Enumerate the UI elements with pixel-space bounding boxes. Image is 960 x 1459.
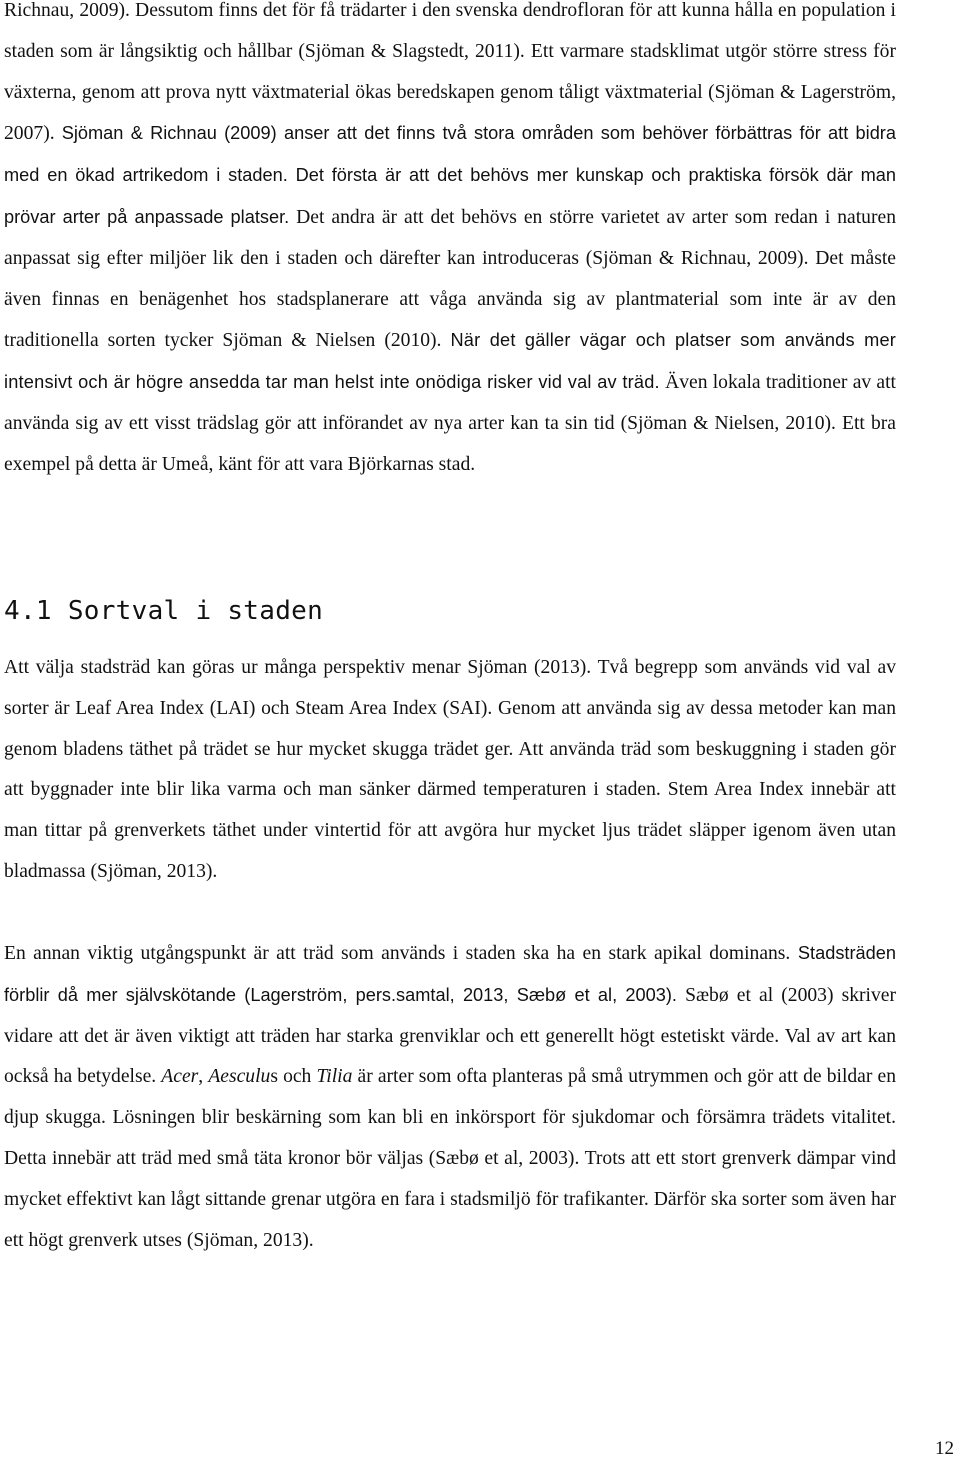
text-run: Trots att ett stort grenverk dämpar vind mycket effektivt kan lågt sittande grenar utgöra en fara i stadsmiljö för trafikanter. Därför ska sorter som även har ett högt grenverk utses (Sjöman, 2013). <box>4 1147 896 1251</box>
text-run: Stadsträden förblir då mer självskötande (Lagerström, pers.samtal, 2013, Sæbø et al, 2003). <box>4 943 896 1005</box>
text-run: Det andra är att det behövs en större varietet av arter som redan i naturen anpassat sig efter miljöer lik den i staden och därefter kan introduceras (Sjöman & Richnau, 2009). Det måste även finnas en benägenhet hos stadsplanerare att våga använda sig av plantmaterial som inte är av den traditionella sorten tycker Sjöman & Nielsen (2010). <box>4 206 896 352</box>
paragraph-continuation <box>4 0 896 486</box>
text-run: En annan viktig utgångspunkt är att träd som används i staden ska ha en stark apikal dominans. <box>4 943 791 964</box>
text-run: Även lokala traditioner av att använda sig av ett visst trädslag gör att införandet av nya arter kan ta sin tid (Sjöman & Nielsen, 2010). Ett bra exempel på detta är Umeå, känt för att vara Björkarnas stad. <box>4 372 897 475</box>
species-tilia: Tilia <box>316 1066 353 1088</box>
species-acer: Acer <box>161 1066 199 1088</box>
text-run: är arter som ofta planteras på små utrymmen och gör att de bildar en djup skugga. Lösningen blir beskärning som kan bli en inkörsport för sjukdomar och försämra trädets vitalitet. Detta innebär att träd med små täta kronor bör väljas (Sæbø et al, 2003). <box>4 1066 896 1169</box>
text-run: Sjöman & Richnau (2009) anser att det finns två stora områden som behöver förbättras för att bidra med en ökad artrikedom i staden. Det första är att det behövs mer kunskap och praktiska försök där man prövar arter på anpassade platser. <box>4 123 896 227</box>
text-run: s och <box>270 1066 317 1088</box>
text-run: När det gäller vägar och platser som används mer intensivt och är högre ansedda tar man helst inte onödiga risker vid val av träd. <box>4 330 897 393</box>
page-number: 12 <box>935 1438 954 1459</box>
section-heading: 4.1 Sortval i staden <box>4 596 324 626</box>
text-run: Richnau, 2009). Dessutom finns det för få trädarter i den svenska dendrofloran för att kunna hålla en population i staden som är långsiktig och hållbar (Sjöman & Slagstedt, 2011). Ett varmare stadsklimat utgör större stress för växterna, genom att prova nytt växtmaterial ökas beredskapen genom tåligt växtmaterial (Sjöman & Lagerström, 2007). <box>4 0 896 145</box>
text-run: Sæbø et al (2003) skriver vidare att det är även viktigt att träden har starka grenviklar och ett generellt högt estetiskt värde. Val av art kan också ha betydelse. <box>4 984 896 1088</box>
text-run: , <box>198 1066 204 1088</box>
paragraph-apikal-dominans <box>4 933 896 1261</box>
paragraph-sortval <box>4 648 896 893</box>
text-run: Att välja stadsträd kan göras ur många perspektiv menar Sjöman (2013). Två begrepp som används vid val av sorter är Leaf Area Index (LAI) och Steam Area Index (SAI). Genom att använda sig av dessa metoder kan man genom bladens täthet på trädet se hur mycket skugga trädet ger. Att använda träd som beskuggning i staden gör att byggnader inte blir lika varma och man sänker därmed temperaturen i staden. Stem Area Index innebär att man tittar på grenverkets täthet under vintertid för att avgöra hur mycket ljus trädet släpper igenom även utan bladmassa (Sjöman, 2013). <box>4 657 896 882</box>
species-aesculus: Aesculu <box>208 1066 271 1088</box>
